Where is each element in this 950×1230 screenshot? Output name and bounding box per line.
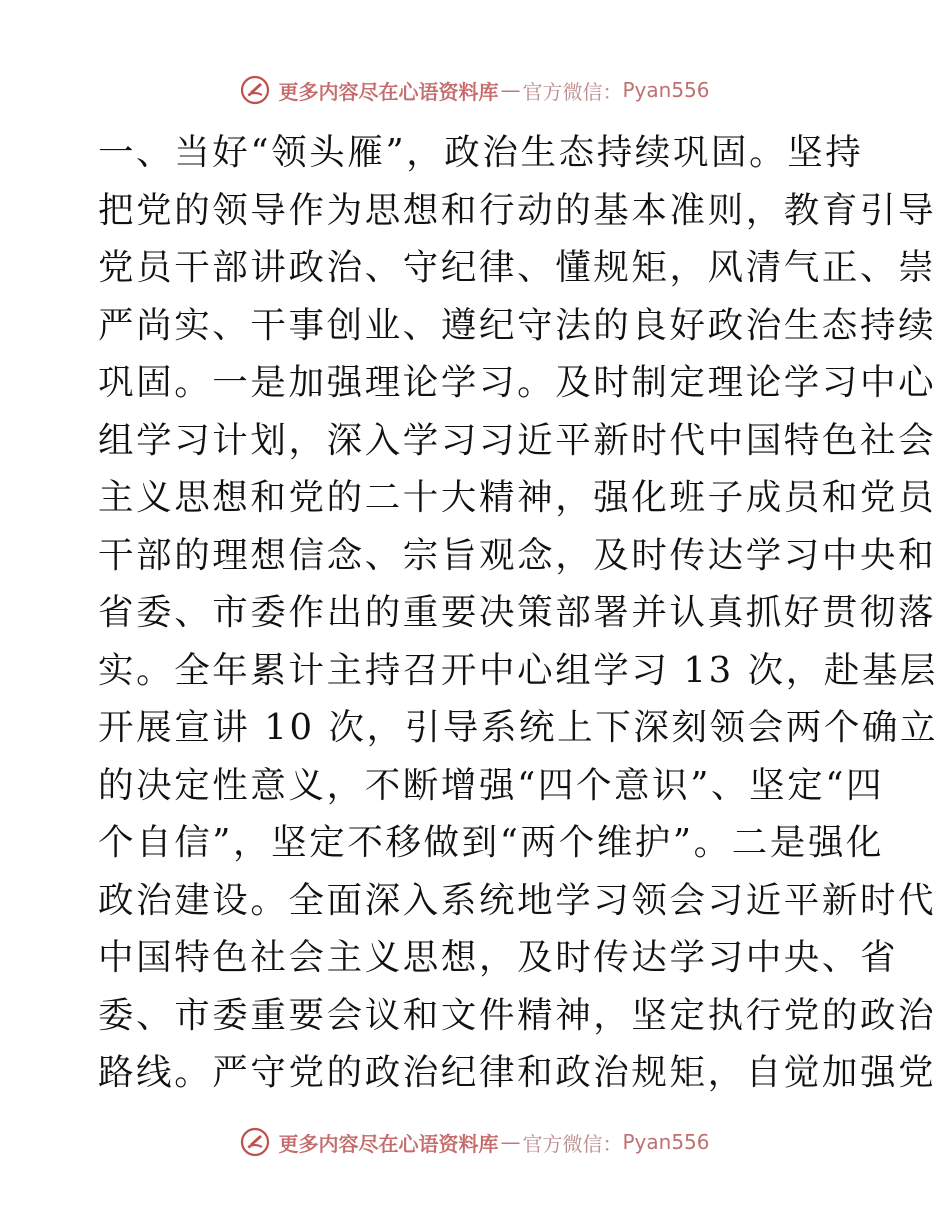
text-line: 巩固。一是加强理论学习。及时制定理论学习中心 bbox=[98, 362, 937, 403]
book-pen-logo-icon bbox=[240, 1127, 270, 1157]
text-line: 省委、市委作出的重要决策部署并认真抓好贯彻落 bbox=[98, 592, 937, 633]
text-line: 委、市委重要会议和文件精神，坚定执行党的政治 bbox=[98, 994, 937, 1036]
text-line: 中国特色社会主义思想，及时传达学习中央、省 bbox=[98, 937, 899, 978]
text-line: 政治建设。全面深入系统地学习领会习近平新时代 bbox=[98, 879, 937, 921]
text-line: 严尚实、干事创业、遵纪守法的良好政治生态持续 bbox=[98, 304, 937, 346]
watermark-wechat-id: Pyan556 bbox=[622, 1130, 710, 1154]
text-line: 干部的理想信念、宗旨观念，及时传达学习中央和 bbox=[98, 534, 937, 576]
text-line: 个自信”，坚定不移做到“两个维护”。二是强化 bbox=[98, 822, 885, 863]
text-line: 的决定性意义，不断增强“四个意识”、坚定“四 bbox=[98, 764, 885, 806]
header-watermark bbox=[0, 70, 950, 110]
watermark-brand: 更多内容尽在心语资料库 bbox=[278, 79, 499, 104]
text-line: 路线。严守党的政治纪律和政治规矩，自觉加强党 bbox=[98, 1052, 937, 1093]
book-pen-logo-icon bbox=[240, 75, 270, 105]
footer-watermark bbox=[0, 1122, 950, 1162]
watermark-wechat-id: Pyan556 bbox=[622, 78, 710, 102]
watermark-wechat-label: 官方微信： bbox=[522, 79, 623, 104]
text-line: 把党的领导作为思想和行动的基本准则，教育引导 bbox=[98, 189, 937, 231]
text-line: 组学习计划，深入学习习近平新时代中国特色社会 bbox=[98, 419, 937, 461]
watermark-wechat-label: 官方微信： bbox=[522, 1131, 623, 1156]
text-line: 党员干部讲政治、守纪律、懂规矩，风清气正、崇 bbox=[98, 247, 937, 288]
text-line: 实。全年累计主持召开中心组学习 13 次，赴基层 bbox=[98, 649, 939, 691]
text-line: 一、当好“领头雁”，政治生态持续巩固。坚持 bbox=[98, 132, 864, 173]
watermark-brand: 更多内容尽在心语资料库 bbox=[278, 1131, 499, 1156]
watermark-separator: — bbox=[500, 78, 521, 102]
text-line: 开展宣讲 10 次，引导系统上下深刻领会两个确立 bbox=[98, 707, 939, 748]
document-body bbox=[98, 124, 939, 1102]
watermark-separator: — bbox=[500, 1130, 521, 1154]
text-line: 主义思想和党的二十大精神，强化班子成员和党员 bbox=[98, 477, 937, 518]
